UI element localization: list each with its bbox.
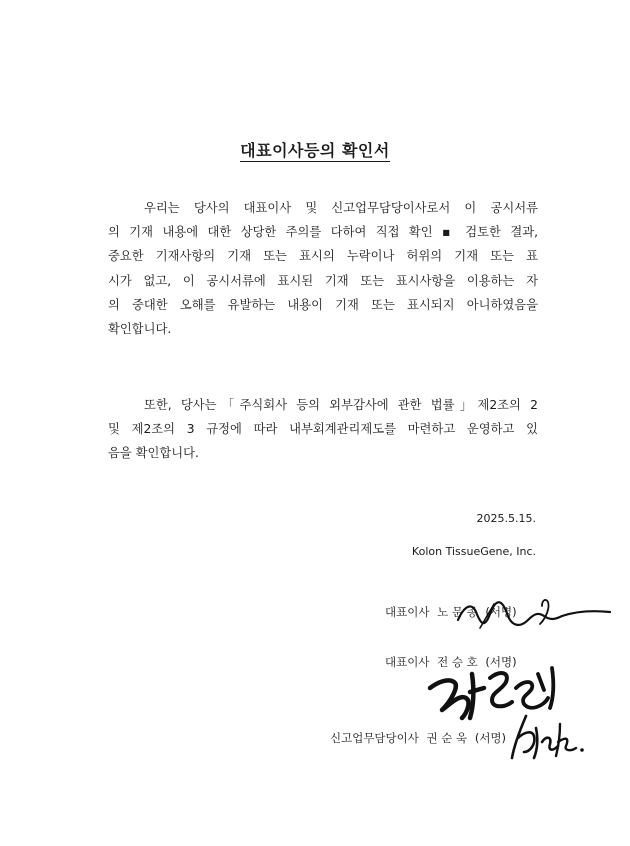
paragraph-line: 우리는 당사의 대표이사 및 신고업무담당이사로서 이 공시서류	[144, 201, 538, 215]
signatory-name: 노 문 종	[437, 605, 478, 619]
signature-note: (서명)	[485, 655, 517, 669]
paragraph-line: 시가 없고, 이 공시서류에 표시된 기재 또는 표시사항을 이용하는 자	[108, 273, 538, 288]
signatory-row-disclosure-officer	[330, 730, 510, 746]
signatory-role: 대표이사	[385, 655, 430, 669]
paragraph-line: 중요한 기재사항의 기재 또는 표시의 누락이나 허위의 기재 또는 표	[108, 249, 538, 264]
signatory-role: 대표이사	[385, 605, 430, 619]
paragraph-line: 음을 확인합니다.	[108, 446, 199, 461]
paragraph-line: 의 기재 내용에 대한 상당한 주의를 다하여 직접 확인 ▪ 검토한 결과,	[108, 225, 538, 240]
document-title: 대표이사등의 확인서	[240, 141, 390, 160]
signatory-name: 전 승 호	[437, 655, 478, 669]
signatory-name: 권 순 욱	[426, 731, 468, 745]
paragraph-confirmation	[108, 196, 538, 341]
paragraph-line: 확인합니다.	[108, 321, 172, 336]
signatory-role: 신고업무담당이사	[330, 731, 419, 745]
paragraph-line: 및 제2조의 3 규정에 따라 내부회계관리제도를 마련하고 운영하고 있	[108, 422, 538, 437]
signature-note: (서명)	[474, 731, 507, 745]
signatory-row-ceo-2	[385, 654, 521, 670]
paragraph-line: 또한, 당사는「주식회사 등의 외부감사에 관한 법률」제2조의 2	[144, 398, 538, 412]
signatory-row-ceo-1	[385, 604, 521, 620]
signature-note: (서명)	[485, 605, 517, 619]
paragraph-internal-control	[108, 393, 538, 466]
handwritten-signature-3	[500, 706, 590, 768]
paragraph-line: 의 중대한 오해를 유발하는 내용이 기재 또는 표시되지 아니하였음을	[108, 297, 538, 312]
company-name: Kolon TissueGene, Inc.	[411, 545, 536, 558]
document-date: 2025.5.15.	[476, 512, 536, 525]
